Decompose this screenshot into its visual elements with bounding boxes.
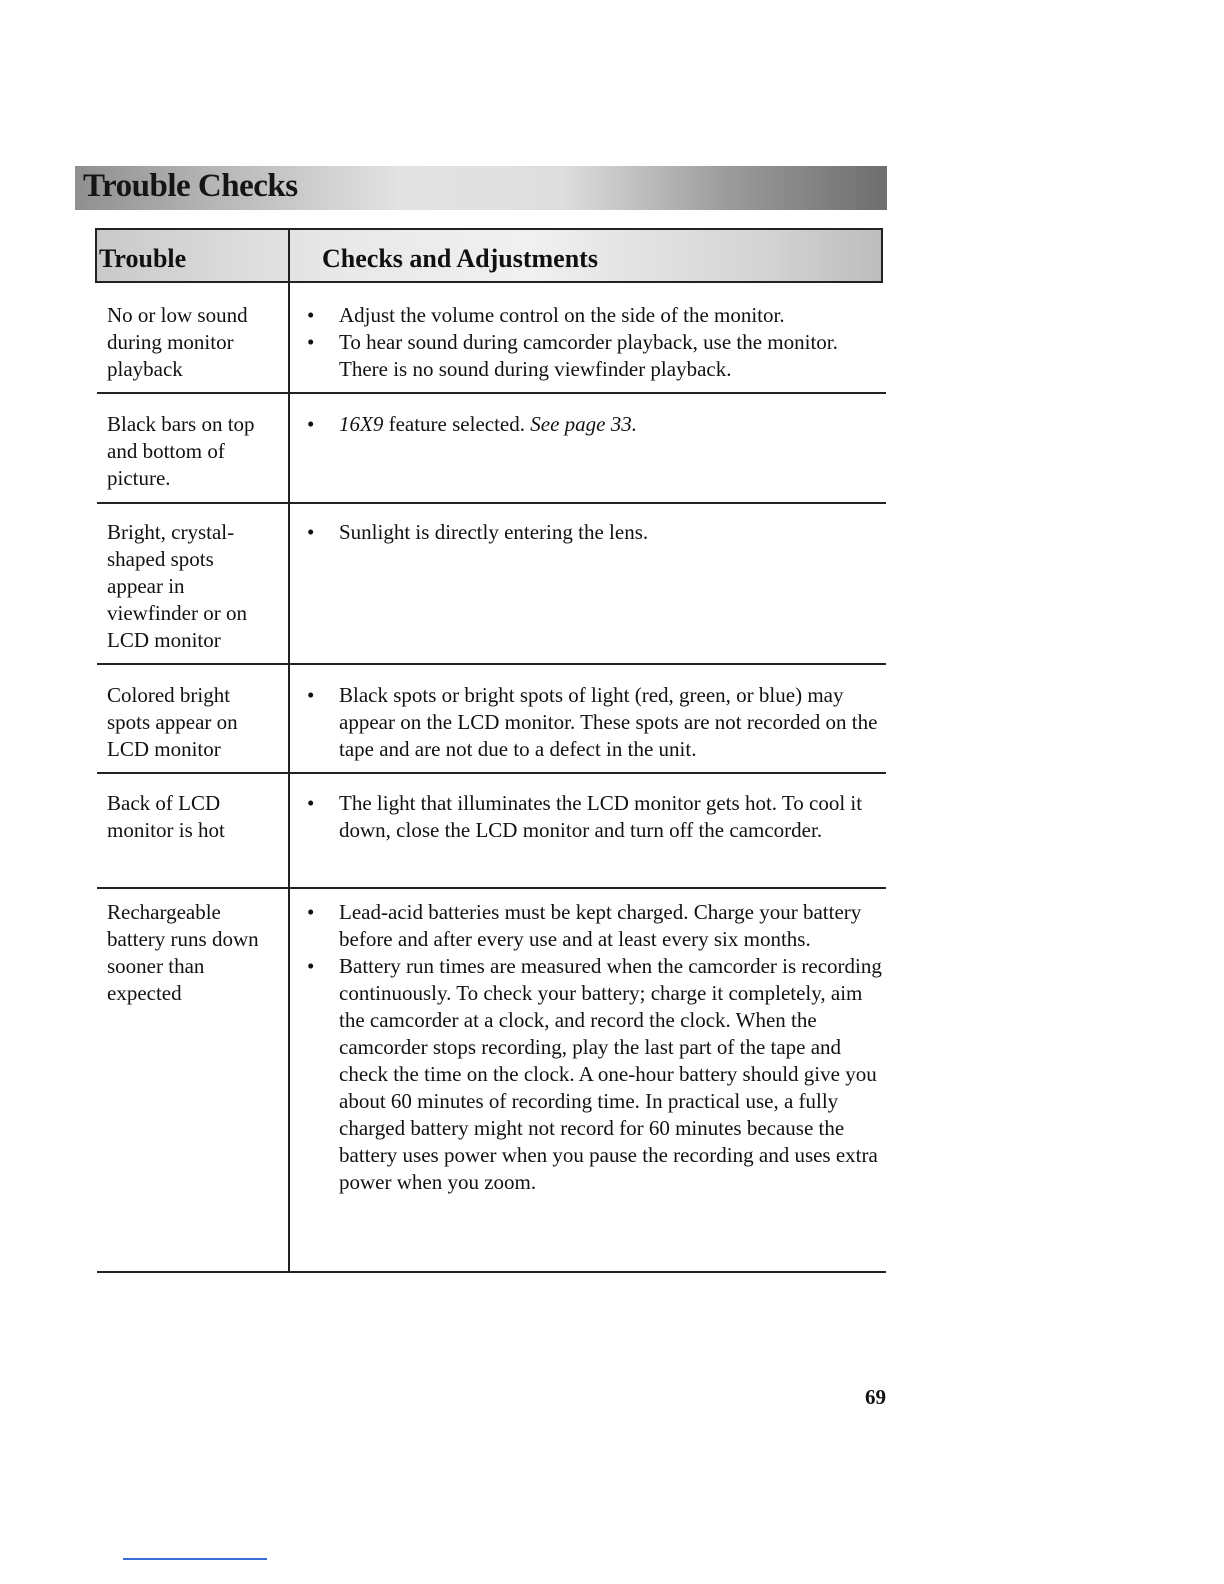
trouble-cell: No or low sound during monitor playback — [107, 303, 248, 381]
check-item: • To hear sound during camcorder playback, use the monitor. There is no sound during viewfinder playback. — [307, 330, 838, 381]
bullet-icon: • — [307, 330, 315, 354]
table-header — [95, 228, 883, 283]
bullet-icon: • — [307, 303, 315, 327]
checks-list — [307, 682, 882, 763]
row-divider — [97, 502, 886, 504]
row-divider — [97, 1271, 886, 1273]
trouble-cell: Rechargeable battery runs down sooner than expected — [107, 900, 259, 1005]
bullet-icon: • — [307, 412, 315, 436]
bullet-icon: • — [307, 954, 315, 978]
header-divider — [288, 230, 290, 281]
footer-rule — [123, 1558, 267, 1560]
header-trouble: Trouble — [99, 244, 187, 273]
check-item: • The light that illuminates the LCD monitor gets hot. To cool it down, close the LCD monitor and turn off the camcorder. — [307, 791, 863, 842]
bullet-icon: • — [307, 520, 315, 544]
check-item: • Battery run times are measured when the camcorder is recording continuously. To check your battery; charge it completely, aim the camcorder at a clock, and record the clock. When the camcorder stops recording, play the last part of the tape and check the time on the clock. A one-hour battery should give you about 60 minutes of recording time. In practical use, a fully charged battery might not record for 60 minutes because the battery uses power when you pause the recording and uses extra power when you zoom. — [307, 954, 882, 1194]
check-item: • Adjust the volume control on the side of the monitor. — [307, 303, 785, 327]
check-item: • Black spots or bright spots of light (red, green, or blue) may appear on the LCD monitor. These spots are not recorded on the tape and are not due to a defect in the unit. — [307, 683, 878, 761]
bullet-icon: • — [307, 791, 315, 815]
checks-list — [307, 519, 882, 546]
check-item: • 16X9 feature selected. See page 33. — [307, 412, 637, 436]
row-divider — [97, 392, 886, 394]
check-item: • Sunlight is directly entering the lens. — [307, 520, 649, 544]
trouble-cell: Back of LCD monitor is hot — [107, 791, 225, 842]
bullet-icon: • — [307, 900, 315, 924]
checks-list — [307, 411, 882, 438]
row-divider — [97, 663, 886, 665]
bullet-icon: • — [307, 683, 315, 707]
trouble-cell: Black bars on top and bottom of picture. — [107, 412, 255, 490]
checks-list — [307, 302, 882, 383]
checks-list — [307, 790, 882, 844]
header-checks: Checks and Adjustments — [322, 244, 598, 273]
trouble-cell: Colored bright spots appear on LCD monitor — [107, 683, 238, 761]
check-item: • Lead-acid batteries must be kept charged. Charge your battery before and after every use and at least every six months. — [307, 900, 862, 951]
trouble-cell: Bright, crystal- shaped spots appear in viewfinder or on LCD monitor — [107, 520, 247, 652]
checks-list — [307, 899, 882, 1196]
section-banner — [75, 166, 887, 210]
column-divider — [288, 283, 290, 1273]
row-divider — [97, 887, 886, 889]
page-number: 69 — [865, 1385, 886, 1409]
row-divider — [97, 772, 886, 774]
section-title: Trouble Checks — [83, 168, 298, 204]
